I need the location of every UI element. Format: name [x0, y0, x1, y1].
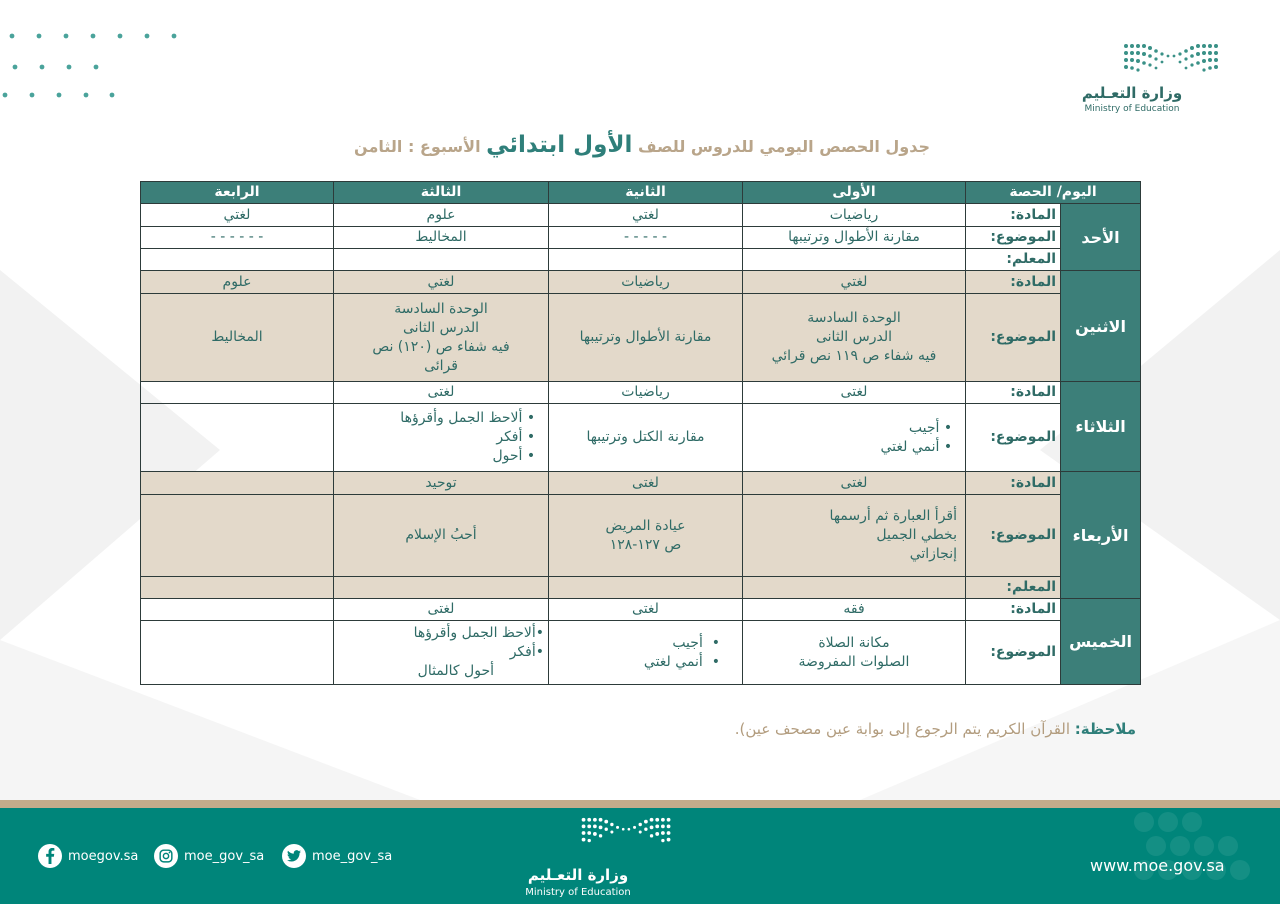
cell-subject: لغتى [334, 382, 549, 404]
schedule-table [140, 181, 1141, 685]
cell-subject: فقه [743, 599, 966, 621]
cell-topic: - - - - - [549, 227, 743, 249]
cell-subject [141, 382, 334, 404]
table-row [141, 599, 1141, 621]
cell-subject [141, 472, 334, 495]
instagram-link[interactable] [154, 844, 264, 868]
day-tuesday: الثلاثاء [1061, 382, 1141, 472]
topic-line: الدرس الثانى [815, 329, 892, 345]
topic-line: مكانة الصلاة [818, 634, 890, 651]
table-row [141, 577, 1141, 599]
table-row [141, 227, 1141, 249]
cell-topic [141, 621, 334, 685]
footer-logo-icon [575, 816, 679, 850]
topic-line: بخطي الجميل [876, 527, 957, 543]
topic-bullet: • أجيب [672, 634, 720, 651]
cell-teacher [141, 249, 334, 271]
twitter-handle: moe_gov_sa [312, 848, 393, 864]
cell-subject: لغتى [743, 382, 966, 404]
table-row [141, 621, 1141, 685]
header-period-4: الرابعة [141, 182, 334, 204]
cell-subject [141, 599, 334, 621]
cell-teacher [334, 249, 549, 271]
cell-topic: مقارنة الكتل وترتيبها [549, 404, 743, 472]
table-row [141, 294, 1141, 382]
cell-topic: مقارنة الأطوال وترتيبها [549, 294, 743, 382]
cell-subject: لغتى [334, 599, 549, 621]
topic-bullet: • أجيب [908, 419, 961, 436]
topic-line: ص ١٢٧-١٢٨ [609, 536, 682, 553]
topic-bullet: • أنمي لغتي [643, 653, 720, 670]
twitter-icon [282, 844, 306, 868]
cell-subject: لغتى [549, 472, 743, 495]
cell-topic [743, 294, 966, 382]
twitter-link[interactable] [282, 844, 392, 868]
facebook-link[interactable] [38, 844, 138, 868]
cell-subject: توحيد [334, 472, 549, 495]
footer-logo-arabic: وزارة التعـليم [527, 866, 629, 884]
cell-teacher [141, 577, 334, 599]
day-wednesday: الأربعاء [1061, 472, 1141, 599]
cell-subject: علوم [141, 271, 334, 294]
topic-bullet: • أفكر [496, 429, 544, 445]
table-row [141, 472, 1141, 495]
topic-bullet: •ألاحظ الجمل وأقرؤها [413, 625, 544, 641]
ministry-logo [1070, 40, 1230, 120]
day-thursday: الخميس [1061, 599, 1141, 685]
cell-topic [743, 495, 966, 577]
title-grade: الأول ابتدائي [486, 132, 633, 158]
header-period-2: الثانية [549, 182, 743, 204]
topic-bullet: • ألاحظ الجمل وأقرؤها [400, 410, 544, 426]
note-body: القرآن الكريم يتم الرجوع إلى بوابة عين مصحف عين). [734, 720, 1075, 738]
topic-line: فيه شفاء ص ١١٩ نص قرائي [771, 348, 937, 364]
footer-divider [0, 800, 1280, 808]
topic-line: الوحدة السادسة [807, 310, 901, 326]
label-topic: الموضوع: [966, 294, 1061, 382]
cell-topic [549, 621, 743, 685]
cell-topic: المخاليط [334, 227, 549, 249]
cell-topic: - - - - - - [141, 227, 334, 249]
logo-arabic-text: وزارة التعـليم [1081, 84, 1183, 102]
topic-line: الوحدة السادسة [394, 300, 488, 317]
table-row [141, 404, 1141, 472]
website-url[interactable]: www.moe.gov.sa [1090, 856, 1225, 875]
header-period-3: الثالثة [334, 182, 549, 204]
cell-topic [141, 404, 334, 472]
label-teacher: المعلم: [966, 249, 1061, 271]
label-subject: المادة: [966, 472, 1061, 495]
cell-subject: لغتي [743, 271, 966, 294]
cell-teacher [334, 577, 549, 599]
facebook-handle: moegov.sa [68, 848, 139, 864]
cell-subject: علوم [334, 204, 549, 227]
label-subject: المادة: [966, 204, 1061, 227]
table-row [141, 495, 1141, 577]
title-part1: جدول الحصص اليومي للدروس للصف [637, 137, 930, 156]
label-topic: الموضوع: [966, 404, 1061, 472]
title-week: الأسبوع : الثامن [354, 137, 481, 156]
cell-topic [334, 621, 549, 685]
cell-topic [141, 495, 334, 577]
instagram-handle: moe_gov_sa [184, 848, 265, 864]
cell-subject: رياضيات [743, 204, 966, 227]
cell-subject: لغتى [549, 599, 743, 621]
note-label: ملاحظة: [1074, 720, 1136, 738]
day-sunday: الأحد [1061, 204, 1141, 271]
cell-topic [334, 404, 549, 472]
topic-line: الدرس الثانى [402, 319, 479, 336]
cell-topic [334, 294, 549, 382]
topic-line: أقرأ العبارة ثم أرسمها [829, 508, 957, 524]
header-day-period: اليوم/ الحصة [966, 182, 1141, 204]
page-title [300, 132, 930, 158]
topic-line: إنجازاتي [909, 546, 957, 562]
cell-subject: لغتي [334, 271, 549, 294]
topic-line: فيه شفاء ص (١٢٠) نص [372, 338, 510, 355]
cell-subject: لغتي [141, 204, 334, 227]
footer-logo [520, 814, 690, 904]
cell-topic: مقارنة الأطوال وترتيبها [743, 227, 966, 249]
label-teacher: المعلم: [966, 577, 1061, 599]
instagram-icon [154, 844, 178, 868]
note-text [500, 720, 1136, 738]
table-header-row [141, 182, 1141, 204]
label-subject: المادة: [966, 599, 1061, 621]
table-row [141, 382, 1141, 404]
topic-bullet: • أنمي لغتي [880, 438, 961, 455]
topic-line: أحول كالمثال [417, 663, 494, 679]
table-row [141, 249, 1141, 271]
cell-topic [549, 495, 743, 577]
label-subject: المادة: [966, 382, 1061, 404]
logo-english-text: Ministry of Education [1084, 104, 1180, 114]
cell-topic [743, 621, 966, 685]
cell-topic [743, 404, 966, 472]
cell-teacher [743, 577, 966, 599]
cell-topic: المخاليط [141, 294, 334, 382]
facebook-icon [38, 844, 62, 868]
cell-subject: رياضيات [549, 382, 743, 404]
label-topic: الموضوع: [966, 495, 1061, 577]
dots-pattern [0, 28, 190, 108]
cell-subject: لغتي [549, 204, 743, 227]
cell-teacher [743, 249, 966, 271]
topic-line: قرائى [424, 357, 458, 374]
topic-line: الصلوات المفروضة [798, 653, 910, 670]
topic-bullet: • أحول [492, 448, 544, 464]
topic-line: عيادة المريض [605, 517, 686, 534]
label-subject: المادة: [966, 271, 1061, 294]
footer [0, 808, 1280, 904]
cell-subject: لغتى [743, 472, 966, 495]
table-row [141, 204, 1141, 227]
ministry-logo-icon [1122, 42, 1222, 78]
cell-teacher [549, 249, 743, 271]
cell-subject: رياضيات [549, 271, 743, 294]
cell-topic: أحبُ الإسلام [334, 495, 549, 577]
cell-teacher [549, 577, 743, 599]
label-topic: الموضوع: [966, 621, 1061, 685]
footer-logo-english: Ministry of Education [525, 887, 631, 898]
header-period-1: الأولى [743, 182, 966, 204]
topic-bullet: •أفكر [509, 644, 544, 660]
table-row [141, 271, 1141, 294]
label-topic: الموضوع: [966, 227, 1061, 249]
day-monday: الاثنين [1061, 271, 1141, 382]
